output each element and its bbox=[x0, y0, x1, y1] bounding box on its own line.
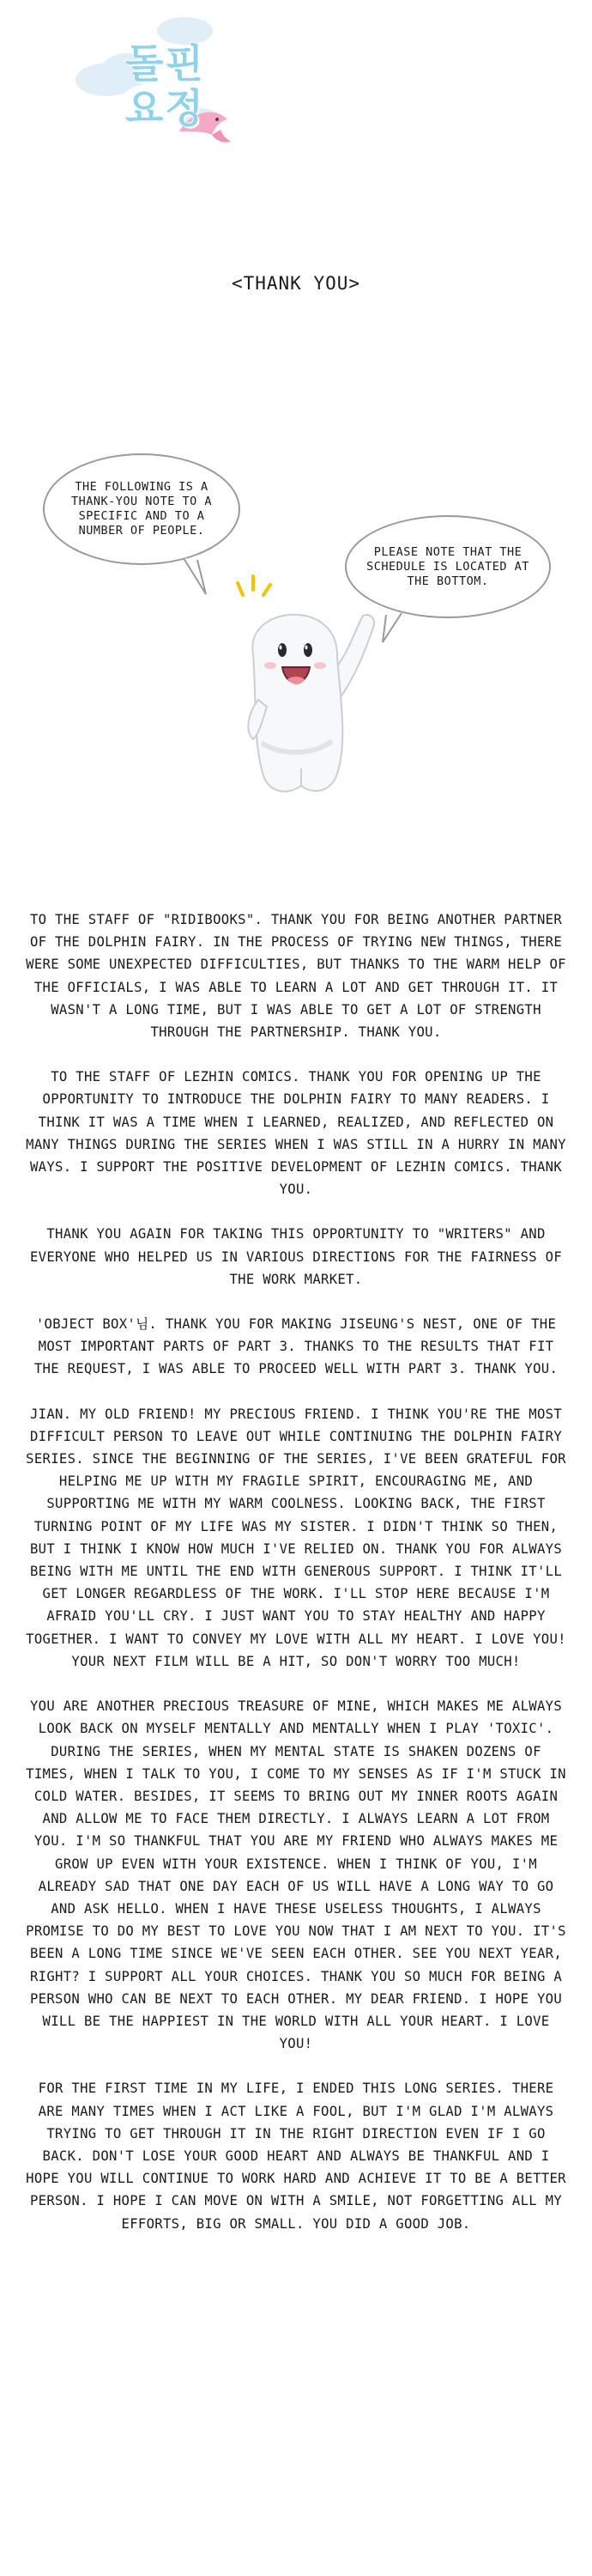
paragraph-lezhin: TO THE STAFF OF LEZHIN COMICS. THANK YOU FOR OPENING UP THE OPPORTUNITY TO INTRODUCE THE DOLPHIN FAIRY TO MANY READERS. I THINK IT WAS A TIME WHEN I LEARNED, REALIZED, AND REFLECTED ON MANY THINGS DURING THE SERIES WHEN I WAS STILL IN A HURRY IN MANY WAYS. I SUPPORT THE POSITIVE DEVELOPMENT OF LEZHIN COMICS. THANK YOU. bbox=[26, 1069, 566, 1198]
logo-line2: 요정 bbox=[125, 85, 205, 131]
bubble-right-text: PLEASE NOTE THAT THE SCHEDULE IS LOCATED AT THE BOTTOM. bbox=[366, 544, 529, 588]
page-title: <THANK YOU> bbox=[231, 273, 361, 294]
speech-bubble-left bbox=[43, 453, 240, 565]
paragraph-treasure-friend: YOU ARE ANOTHER PRECIOUS TREASURE OF MINE, WHICH MAKES ME ALWAYS LOOK BACK ON MYSELF MENTALLY AND MENTALLY WHEN I PLAY 'TOXIC'. DURING THE SERIES, WHEN MY MENTAL STATE IS SHAKEN DOZENS OF TIMES, WHEN I TALK TO YOU, I COME TO MY SENSES AS IF I'M STUCK IN COLD WATER. BESIDES, IT SEEMS TO BRING OUT MY INNER ROOTS AGAIN AND ALLOW ME TO FACE THEM DIRECTLY. I ALWAYS LEARN A LOT FROM YOU. I'M SO THANKFUL THAT YOU ARE MY FRIEND WHO ALWAYS MAKES ME GROW UP EVEN WITH YOUR EXISTENCE. WHEN I THINK OF YOU, I'M ALREADY SAD THAT ONE DAY EACH OF US WILL HAVE A LONG WAY TO GO AND ASK HELLO. WHEN I HAVE THESE USELESS THOUGHTS, I ALWAYS PROMISE TO DO MY BEST TO LOVE YOU NOW THAT I AM NEXT TO YOU. IT'S BEEN A LONG TIME SINCE WE'VE SEEN EACH OTHER. SEE YOU NEXT YEAR, RIGHT? I SUPPORT ALL YOUR CHOICES. THANK YOU SO MUCH FOR BEING A PERSON WHO CAN BE NEXT TO EACH OTHER. MY DEAR FRIEND. I HOPE YOU WILL BE THE HAPPIEST IN THE WORLD WITH ALL YOUR HEART. I LOVE YOU! bbox=[26, 1698, 566, 2052]
bubble-right-tail bbox=[378, 611, 412, 646]
paragraph-ridibooks: TO THE STAFF OF "RIDIBOOKS". THANK YOU FOR BEING ANOTHER PARTNER OF THE DOLPHIN FAIRY. IN THE PROCESS OF TRYING NEW THINGS, THERE WERE SOME UNEXPECTED DIFFICULTIES, BUT THANKS TO THE WARM HELP OF THE OFFICIALS, I WAS ABLE TO LEARN A LOT AND GET THROUGH IT. IT WASN'T A LONG TIME, BUT I WAS ABLE TO GET A LOT OF STRENGTH THROUGH THE PARTNERSHIP. THANK YOU. bbox=[26, 912, 566, 1041]
mascot-character-illustration bbox=[219, 571, 382, 803]
bubble-left-tail bbox=[180, 556, 214, 599]
series-logo bbox=[76, 15, 221, 144]
logo-line1: 돌핀 bbox=[125, 40, 205, 87]
bubble-left-text: THE FOLLOWING IS A THANK-YOU NOTE TO A SPECIFIC AND TO A NUMBER OF PEOPLE. bbox=[71, 480, 212, 538]
paragraph-writers: THANK YOU AGAIN FOR TAKING THIS OPPORTUNITY TO "WRITERS" AND EVERYONE WHO HELPED US IN VARIOUS DIRECTIONS FOR THE FAIRNESS OF THE WORK MARKET. bbox=[29, 1226, 563, 1287]
paragraph-jian: JIAN. MY OLD FRIEND! MY PRECIOUS FRIEND. I THINK YOU'RE THE MOST DIFFICULT PERSON TO LEAVE OUT WHILE CONTINUING THE DOLPHIN FAIRY SERIES. SINCE THE BEGINNING OF THE SERIES, I'VE BEEN GRATEFUL FOR HELPING ME UP WITH MY FRAGILE SPIRIT, ENCOURAGING ME, AND SUPPORTING ME WITH MY WARM COOLNESS. LOOKING BACK, THE FIRST TURNING POINT OF MY LIFE WAS MY SISTER. I DIDN'T THINK SO THEN, BUT I THINK I KNOW HOW MUCH I'VE RELIED ON. THANK YOU FOR ALWAYS BEING WITH ME UNTIL THE END WITH GENEROUS SUPPORT. I THINK IT'LL GET LONGER REGARDLESS OF THE WORK. I'LL STOP HERE BECAUSE I'M AFRAID YOU'LL CRY. I JUST WANT YOU TO STAY HEALTHY AND HAPPY TOGETHER. I WANT TO CONVEY MY LOVE WITH ALL MY HEART. I LOVE YOU! YOUR NEXT FILM WILL BE A HIT, SO DON'T WORRY TOO MUCH! bbox=[26, 1406, 566, 1669]
paragraph-object-box: 'OBJECT BOX'님. THANK YOU FOR MAKING JISEUNG'S NEST, ONE OF THE MOST IMPORTANT PARTS OF PART 3. THANKS TO THE RESULTS THAT FIT THE REQUEST, I WAS ABLE TO PROCEED WELL WITH PART 3. THANK YOU. bbox=[33, 1316, 559, 1377]
thank-you-note bbox=[26, 908, 566, 2257]
paragraph-closing: FOR THE FIRST TIME IN MY LIFE, I ENDED THIS LONG SERIES. THERE ARE MANY TIMES WHEN I ACT LIKE A FOOL, BUT I'M GLAD I'M ALWAYS TRYING TO GET THROUGH IT IN THE RIGHT DIRECTION EVEN IF I GO BACK. DON'T LOSE YOUR GOOD HEART AND ALWAYS BE THANKFUL AND I HOPE YOU WILL CONTINUE TO WORK HARD AND ACHIEVE IT TO BE A BETTER PERSON. I HOPE I CAN MOVE ON WITH A SMILE, NOT FORGETTING ALL MY EFFORTS, BIG OR SMALL. YOU DID A GOOD JOB. bbox=[26, 2081, 566, 2232]
